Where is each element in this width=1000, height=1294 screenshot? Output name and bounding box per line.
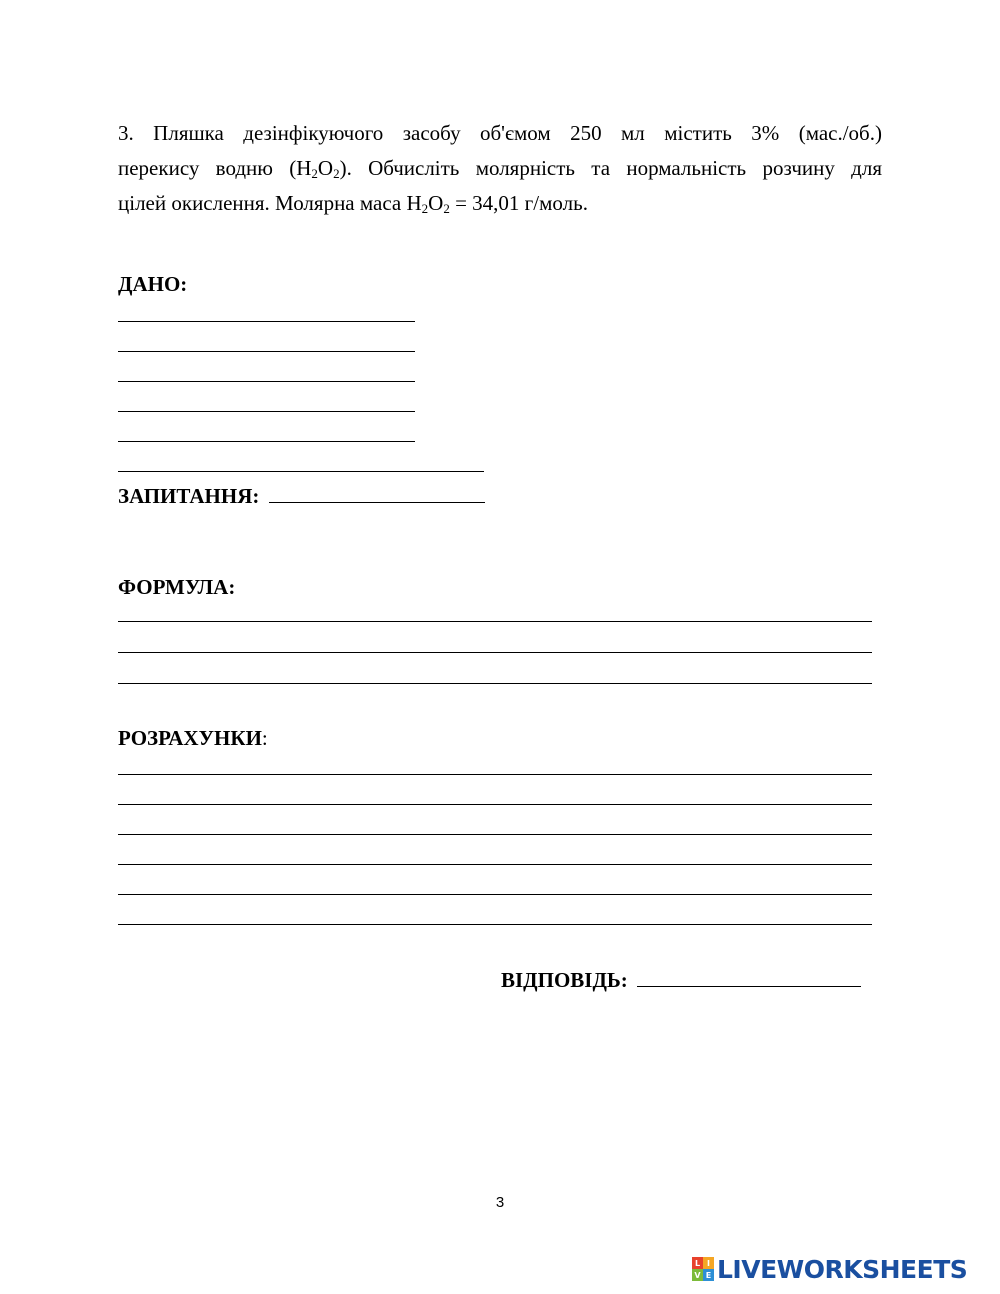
calculation-line-4[interactable] xyxy=(118,864,872,865)
problem-line-1: 3. Пляшка дезінфікуючого засобу об'ємом 250 мл містить 3% (мас./об.) xyxy=(118,121,882,145)
formula-line-2[interactable] xyxy=(118,652,872,653)
problem-line-2: перекису водню $(H_2O_2)$. Обчисліть молярність та нормальність розчину для xyxy=(118,156,882,181)
answer-heading xyxy=(501,968,861,992)
liveworksheets-logo-icon xyxy=(692,1257,714,1281)
answer-label: ВІДПОВІДЬ: xyxy=(501,968,628,992)
calculations-colon: : xyxy=(261,726,268,750)
formula-line-3[interactable] xyxy=(118,683,872,684)
problem-text xyxy=(118,116,882,221)
liveworksheets-watermark xyxy=(692,1254,967,1284)
given-line-3[interactable] xyxy=(118,381,415,382)
logo-cell-i: I xyxy=(703,1257,714,1269)
question-heading xyxy=(118,484,485,508)
calculation-line-3[interactable] xyxy=(118,834,872,835)
calculation-line-2[interactable] xyxy=(118,804,872,805)
problem-line-3: цілей окислення. Молярна маса $H_2O_2 = 34,01$ г/моль. xyxy=(118,191,588,216)
question-answer-line[interactable] xyxy=(269,484,485,503)
calculations-label: РОЗРАХУНКИ xyxy=(118,726,262,750)
calculation-line-6[interactable] xyxy=(118,924,872,925)
logo-cell-v: V xyxy=(692,1269,703,1281)
question-label: ЗАПИТАННЯ: xyxy=(118,484,260,508)
page-number: 3 xyxy=(495,1194,505,1211)
formula-heading: ФОРМУЛА: xyxy=(118,575,236,599)
formula-line-1[interactable] xyxy=(118,621,872,622)
answer-line[interactable] xyxy=(637,968,861,987)
given-line-6[interactable] xyxy=(118,471,484,472)
given-heading: ДАНО: xyxy=(118,272,188,296)
given-line-1[interactable] xyxy=(118,321,415,322)
liveworksheets-text: LIVEWORKSHEETS xyxy=(717,1254,968,1284)
calculations-heading xyxy=(118,726,268,750)
logo-cell-l: L xyxy=(692,1257,703,1269)
given-line-5[interactable] xyxy=(118,441,415,442)
logo-cell-e: E xyxy=(703,1269,714,1281)
given-line-4[interactable] xyxy=(118,411,415,412)
calculation-line-5[interactable] xyxy=(118,894,872,895)
calculation-line-1[interactable] xyxy=(118,774,872,775)
given-line-2[interactable] xyxy=(118,351,415,352)
